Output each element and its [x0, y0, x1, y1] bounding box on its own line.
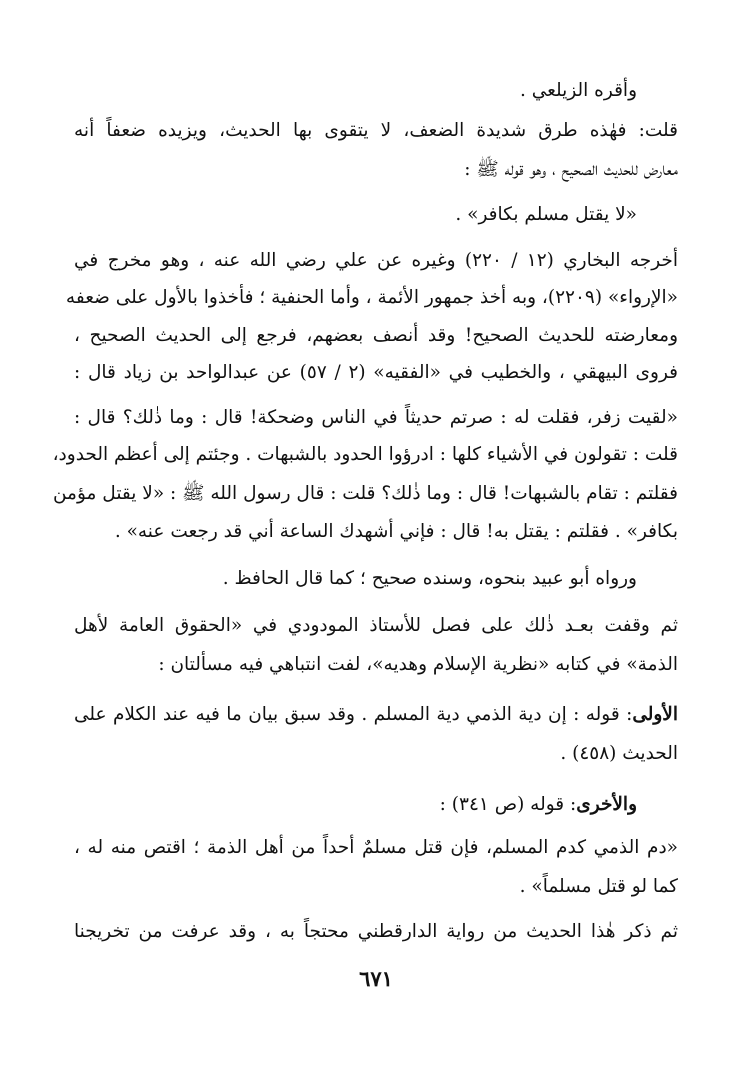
text-line-13: ورواه أبو عبيد بنحوه، وسنده صحيح ؛ كما قال الحافظ .: [222, 568, 637, 589]
text-line-12: بكافر» . فقلتم : يقتل به! قال : فإني أشهدك الساعة أني قد رجعت عنه» .: [114, 521, 678, 542]
text-line-4: «لا يقتل مسلم بكافر» .: [455, 204, 637, 225]
text-line-20: كما لو قتل مسلماً» .: [519, 876, 678, 897]
text-line-7: ومعارضته للحديث الصحيح! وقد أنصف بعضهم، فرجع إلى الحديث الصحيح ،: [74, 325, 678, 346]
text-line-1: وأقره الزيلعي .: [519, 80, 637, 101]
page-number: ٦٧١: [359, 966, 393, 991]
text-line-2: قلت: فهٰذه طرق شديدة الضعف، لا يتقوى بها الحديث، ويزيده ضعفاً أنه: [74, 120, 678, 141]
text-line-15: الذمة» في كتابه «نظرية الإسلام وهديه»، لفت انتباهي فيه مسألتان :: [158, 654, 678, 675]
text-line-6: «الإرواء» (٢٢٠٩)، وبه أخذ جمهور الأئمة ، وأما الحنفية ؛ فأخذوا بالأول على ضعفه: [65, 287, 678, 308]
second-point-text: : قوله (ص ٣٤١) :: [439, 794, 577, 815]
first-point-text: : قوله : إن دية الذمي دية المسلم . وقد سبق بيان ما فيه عند الكلام على: [74, 704, 633, 725]
text-line-19: «دم الذمي كدم المسلم، فإن قتل مسلمٌ أحداً من أهل الذمة ؛ اقتص منه له ،: [74, 837, 678, 858]
text-line-8: فروى البيهقي ، والخطيب في «الفقيه» (٢ / ٥٧) عن عبدالواحد بن زياد قال :: [74, 362, 679, 383]
text-line-11: فقلتم : تقام بالشبهات! قال : وما ذٰلك؟ قلت : قال رسول الله ﷺ : «لا يقتل مؤمن: [52, 483, 678, 504]
text-line-10: قلت : تقولون في الأشياء كلها : ادرؤوا الحدود بالشبهات . وجئتم إلى أعظم الحدود،: [52, 444, 678, 465]
second-point-label: والأخرى: [576, 794, 637, 815]
text-line-17: الحديث (٤٥٨) .: [560, 743, 678, 764]
text-line-16: [74, 705, 678, 725]
first-point-label: الأولى: [632, 704, 678, 725]
text-line-5: أخرجه البخاري (١٢ / ٢٢٠) وغيره عن علي رضي الله عنه ، وهو مخرج في: [74, 250, 678, 271]
text-line-3: معارض للحديث الصحيح ، وهو قوله ﷺ :: [464, 159, 678, 180]
text-line-21: ثم ذكر هٰذا الحديث من رواية الدارقطني محتجاً به ، وقد عرفت من تخريجنا: [74, 921, 678, 942]
text-line-9: «لقيت زفر، فقلت له : صرتم حديثاً في الناس وضحكة! قال : وما ذٰلك؟ قال :: [74, 407, 678, 428]
text-line-14: ثم وقفت بعـد ذٰلك على فصل للأستاذ المودودي في «الحقوق العامة لأهل: [74, 615, 678, 636]
text-line-18: [74, 795, 637, 815]
